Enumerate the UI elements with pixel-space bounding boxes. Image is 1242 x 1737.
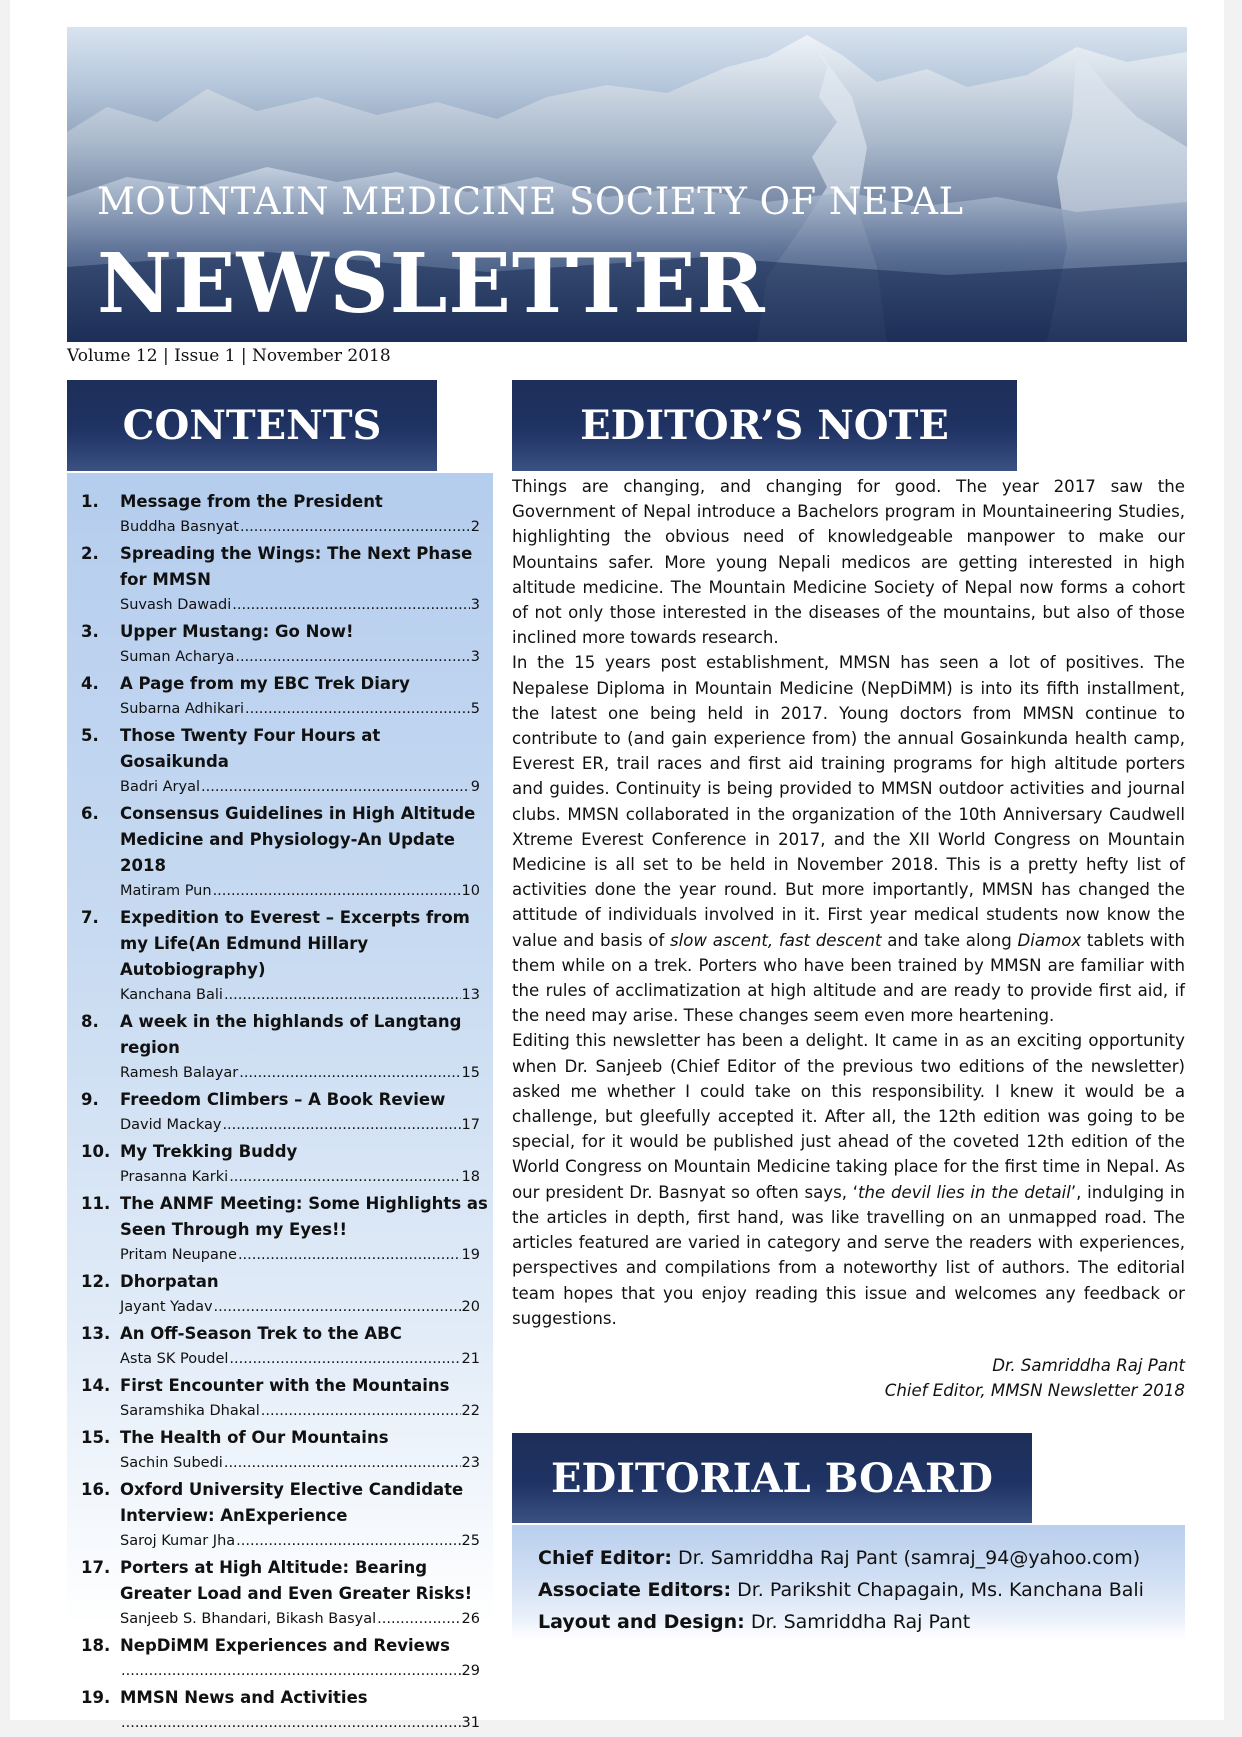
toc-title: Oxford University Elective Candidate Interview: AnExperience	[120, 1480, 464, 1525]
toc-item	[67, 671, 493, 721]
toc-item	[67, 1555, 493, 1631]
toc-title: Dhorpatan	[120, 1272, 219, 1291]
toc-page-number: 2	[470, 519, 480, 535]
editorial-board-heading: EDITORIAL BOARD	[512, 1433, 1032, 1523]
toc-leader-dots	[121, 1711, 461, 1735]
note-paragraph-3: Editing this newsletter has been a delight. It came in as an exciting opportunity when Dr. Sanjeeb (Chief Editor of the previous two editions of the newsletter) asked me whether I could take on this responsibility. I knew it would be a challenge, but gleefully accepted it. After all, the 12th edition was going to be special, for it would be published just ahead of the coveted 12th edition of the World Congress on Mountain Medicine taking place for the first time in Nepal. As our president Dr. Basnyat so often says, ‘the devil lies in the detail’, indulging in the articles in depth, first hand, was like travelling on an unmapped road. The articles featured are varied in category and serve the readers with experiences, perspectives and compilations from a noteworthy list of authors. The editorial team hopes that you enjoy reading this issue and welcomes any feedback or suggestions.	[512, 1031, 1185, 1328]
editor-signature	[790, 1353, 1185, 1403]
signature-name: Dr. Samriddha Raj Pant	[992, 1356, 1185, 1375]
toc-author: Saroj Kumar Jha	[120, 1533, 236, 1549]
contents-list	[67, 489, 493, 1737]
toc-leader-dots	[239, 1061, 460, 1085]
toc-title: My Trekking Buddy	[120, 1142, 298, 1161]
note-paragraph-2: In the 15 years post establishment, MMSN has seen a lot of positives. The Nepalese Diploma in Mountain Medicine (NepDiMM) is into its fifth installment, the latest one being held in 2017. Young doctors from MMSN continue to contribute to (and gain experience from) the annual Gosainkunda health camp, Everest ER, trail races and first aid training programs for high altitude porters and guides. Continuity is being provided to MMSN outdoor activities and journal clubs. MMSN collaborated in the organization of the 10th Anniversary Caudwell Xtreme Everest Conference in 2017, and the XII World Congress on Mountain Medicine is all set to be held in November 2018. This is a pretty hefty list of activities done the year round. But more importantly, MMSN has changed the attitude of individuals involved in it. First year medical students now know the value and basis of slow ascent, fast descent and take along Diamox tablets with them while on a trek. Porters who have been trained by MMSN are familiar with the rules of acclimatization at high altitude and are ready to provide first aid, if the need may arise. These changes seem even more heartening.	[512, 653, 1186, 1026]
toc-item	[67, 1269, 493, 1319]
note-paragraph-1: Things are changing, and changing for good. The year 2017 saw the Government of Nepal introduce a Bachelors program in Mountaineering Studies, highlighting the obvious need of knowledgeable manpower to make our Mountains safer. More young Nepali medicos are getting interested in high altitude medicine. The Mountain Medicine Society of Nepal now forms a cohort of not only those interested in the diseases of the mountains, but also of those inclined more towards research.	[512, 477, 1185, 648]
toc-number: 10.	[81, 1142, 111, 1161]
toc-author: Badri Aryal	[120, 779, 201, 795]
toc-author-line	[120, 1659, 480, 1683]
associate-editors: Associate Editors: Dr. Parikshit Chapagain, Ms. Kanchana Bali	[538, 1579, 1144, 1601]
chief-editor: Chief Editor: Dr. Samriddha Raj Pant (samraj_94@yahoo.com)	[538, 1547, 1141, 1569]
editorial-board-list	[538, 1542, 1144, 1638]
toc-number: 5.	[81, 726, 99, 745]
toc-leader-dots	[236, 1529, 460, 1553]
toc-page-number: 23	[461, 1455, 480, 1471]
toc-item	[67, 541, 493, 617]
toc-item	[67, 801, 493, 903]
toc-author: Kanchana Bali	[120, 987, 223, 1003]
toc-author-line	[120, 645, 480, 669]
editorial-board-panel	[512, 1525, 1185, 1640]
toc-author-line	[120, 1295, 480, 1319]
issue-line: Volume 12 | Issue 1 | November 2018	[67, 346, 391, 366]
toc-number: 13.	[81, 1324, 111, 1343]
toc-page-number: 13	[461, 987, 480, 1003]
newsletter-page	[10, 0, 1224, 1731]
layout-design: Layout and Design: Dr. Samriddha Raj Pant	[538, 1611, 971, 1633]
toc-leader-dots	[245, 697, 470, 721]
toc-page-number: 21	[461, 1351, 480, 1367]
toc-number: 7.	[81, 908, 99, 927]
toc-number: 2.	[81, 544, 99, 563]
toc-leader-dots	[238, 1243, 461, 1267]
toc-page-number: 3	[470, 649, 480, 665]
toc-page-number: 20	[461, 1299, 480, 1315]
toc-title: The Health of Our Mountains	[120, 1428, 389, 1447]
toc-title: Expedition to Everest – Excerpts from my Life(An Edmund Hillary Autobiography)	[120, 908, 470, 979]
toc-page-number: 18	[461, 1169, 480, 1185]
toc-author: David Mackay	[120, 1117, 222, 1133]
toc-author: Saramshika Dhakal	[120, 1403, 260, 1419]
toc-leader-dots	[222, 1113, 460, 1137]
toc-number: 18.	[81, 1636, 111, 1655]
toc-title: A Page from my EBC Trek Diary	[120, 674, 410, 693]
toc-author: Pritam Neupane	[120, 1247, 237, 1263]
toc-number: 4.	[81, 674, 99, 693]
toc-author: Suman Acharya	[120, 649, 235, 665]
toc-item	[67, 1373, 493, 1423]
toc-author: Buddha Basnyat	[120, 519, 239, 535]
toc-page-number: 10	[461, 883, 480, 899]
toc-page-number: 31	[461, 1715, 480, 1731]
toc-author: Sanjeeb S. Bhandari, Bikash Basyal	[120, 1611, 377, 1627]
toc-author: Subarna Adhikari	[120, 701, 244, 717]
toc-author-line	[120, 1243, 480, 1267]
toc-item	[67, 1087, 493, 1137]
signature-role: Chief Editor, MMSN Newsletter 2018	[884, 1381, 1185, 1400]
toc-author: Matiram Pun	[120, 883, 212, 899]
toc-item	[67, 1191, 493, 1267]
toc-page-number: 29	[461, 1663, 480, 1679]
toc-author-line	[120, 1113, 480, 1137]
toc-item	[67, 1477, 493, 1553]
toc-leader-dots	[201, 775, 470, 799]
toc-title: A week in the highlands of Langtang region	[120, 1012, 462, 1057]
toc-title: Upper Mustang: Go Now!	[120, 622, 354, 641]
toc-page-number: 15	[461, 1065, 480, 1081]
toc-author: Asta SK Poudel	[120, 1351, 229, 1367]
toc-item	[67, 1633, 493, 1683]
toc-leader-dots	[240, 515, 470, 539]
toc-item	[67, 905, 493, 1007]
toc-author-line	[120, 1399, 480, 1423]
toc-page-number: 9	[470, 779, 480, 795]
toc-item	[67, 1139, 493, 1189]
toc-title: Porters at High Altitude: Bearing Greater Load and Even Greater Risks!	[120, 1558, 473, 1603]
toc-item	[67, 723, 493, 799]
toc-number: 12.	[81, 1272, 111, 1291]
toc-page-number: 17	[461, 1117, 480, 1133]
toc-number: 6.	[81, 804, 99, 823]
toc-number: 17.	[81, 1558, 111, 1577]
toc-author: Suvash Dawadi	[120, 597, 232, 613]
toc-number: 16.	[81, 1480, 111, 1499]
toc-page-number: 19	[461, 1247, 480, 1263]
toc-title: Spreading the Wings: The Next Phase for MMSN	[120, 544, 473, 589]
toc-leader-dots	[261, 1399, 461, 1423]
toc-number: 9.	[81, 1090, 99, 1109]
toc-title: An Off-Season Trek to the ABC	[120, 1324, 402, 1343]
contents-heading: CONTENTS	[67, 380, 437, 471]
toc-item	[67, 489, 493, 539]
editors-note-heading: EDITOR’S NOTE	[512, 380, 1017, 471]
toc-title: The ANMF Meeting: Some Highlights as Seen Through my Eyes!!	[120, 1194, 488, 1239]
toc-author-line	[120, 515, 480, 539]
toc-title: Consensus Guidelines in High Altitude Medicine and Physiology-An Update 2018	[120, 804, 476, 875]
toc-title: MMSN News and Activities	[120, 1688, 368, 1707]
toc-author-line	[120, 983, 480, 1007]
toc-number: 15.	[81, 1428, 111, 1447]
toc-author: Sachin Subedi	[120, 1455, 223, 1471]
toc-leader-dots	[214, 1295, 461, 1319]
toc-number: 11.	[81, 1194, 111, 1213]
toc-number: 19.	[81, 1688, 111, 1707]
toc-title: First Encounter with the Mountains	[120, 1376, 450, 1395]
toc-author: Ramesh Balayar	[120, 1065, 239, 1081]
toc-page-number: 3	[470, 597, 480, 613]
toc-leader-dots	[377, 1607, 460, 1631]
toc-author-line	[120, 1165, 480, 1189]
toc-item	[67, 1321, 493, 1371]
toc-author-line	[120, 1529, 480, 1553]
toc-number: 14.	[81, 1376, 111, 1395]
toc-author-line	[120, 1451, 480, 1475]
toc-title: Message from the President	[120, 492, 383, 511]
toc-title: Freedom Climbers – A Book Review	[120, 1090, 446, 1109]
toc-author-line	[120, 1347, 480, 1371]
toc-item	[67, 1009, 493, 1085]
header-banner	[67, 27, 1187, 342]
toc-author: Prasanna Karki	[120, 1169, 229, 1185]
society-name: MOUNTAIN MEDICINE SOCIETY OF NEPAL	[97, 180, 964, 223]
toc-page-number: 22	[461, 1403, 480, 1419]
contents-panel	[67, 473, 493, 1731]
toc-leader-dots	[232, 593, 470, 617]
toc-number: 3.	[81, 622, 99, 641]
toc-item	[67, 1685, 493, 1735]
toc-author-line	[120, 1607, 480, 1631]
toc-leader-dots	[224, 983, 461, 1007]
toc-leader-dots	[235, 645, 469, 669]
toc-author-line	[120, 1061, 480, 1085]
newsletter-title: NEWSLETTER	[97, 236, 766, 332]
toc-page-number: 5	[470, 701, 480, 717]
toc-title: NepDiMM Experiences and Reviews	[120, 1636, 450, 1655]
toc-author-line	[120, 879, 480, 903]
toc-number: 8.	[81, 1012, 99, 1031]
toc-item	[67, 619, 493, 669]
toc-title: Those Twenty Four Hours at Gosaikunda	[120, 726, 381, 771]
toc-leader-dots	[229, 1347, 460, 1371]
editors-note-body	[512, 474, 1185, 1331]
toc-page-number: 25	[461, 1533, 480, 1549]
toc-leader-dots	[229, 1165, 460, 1189]
toc-page-number: 26	[461, 1611, 480, 1627]
toc-author: Jayant Yadav	[120, 1299, 213, 1315]
toc-leader-dots	[224, 1451, 461, 1475]
toc-leader-dots	[121, 1659, 461, 1683]
toc-item	[67, 1425, 493, 1475]
toc-author-line	[120, 593, 480, 617]
toc-author-line	[120, 775, 480, 799]
toc-leader-dots	[213, 879, 461, 903]
toc-author-line	[120, 697, 480, 721]
toc-author-line	[120, 1711, 480, 1735]
toc-number: 1.	[81, 492, 99, 511]
